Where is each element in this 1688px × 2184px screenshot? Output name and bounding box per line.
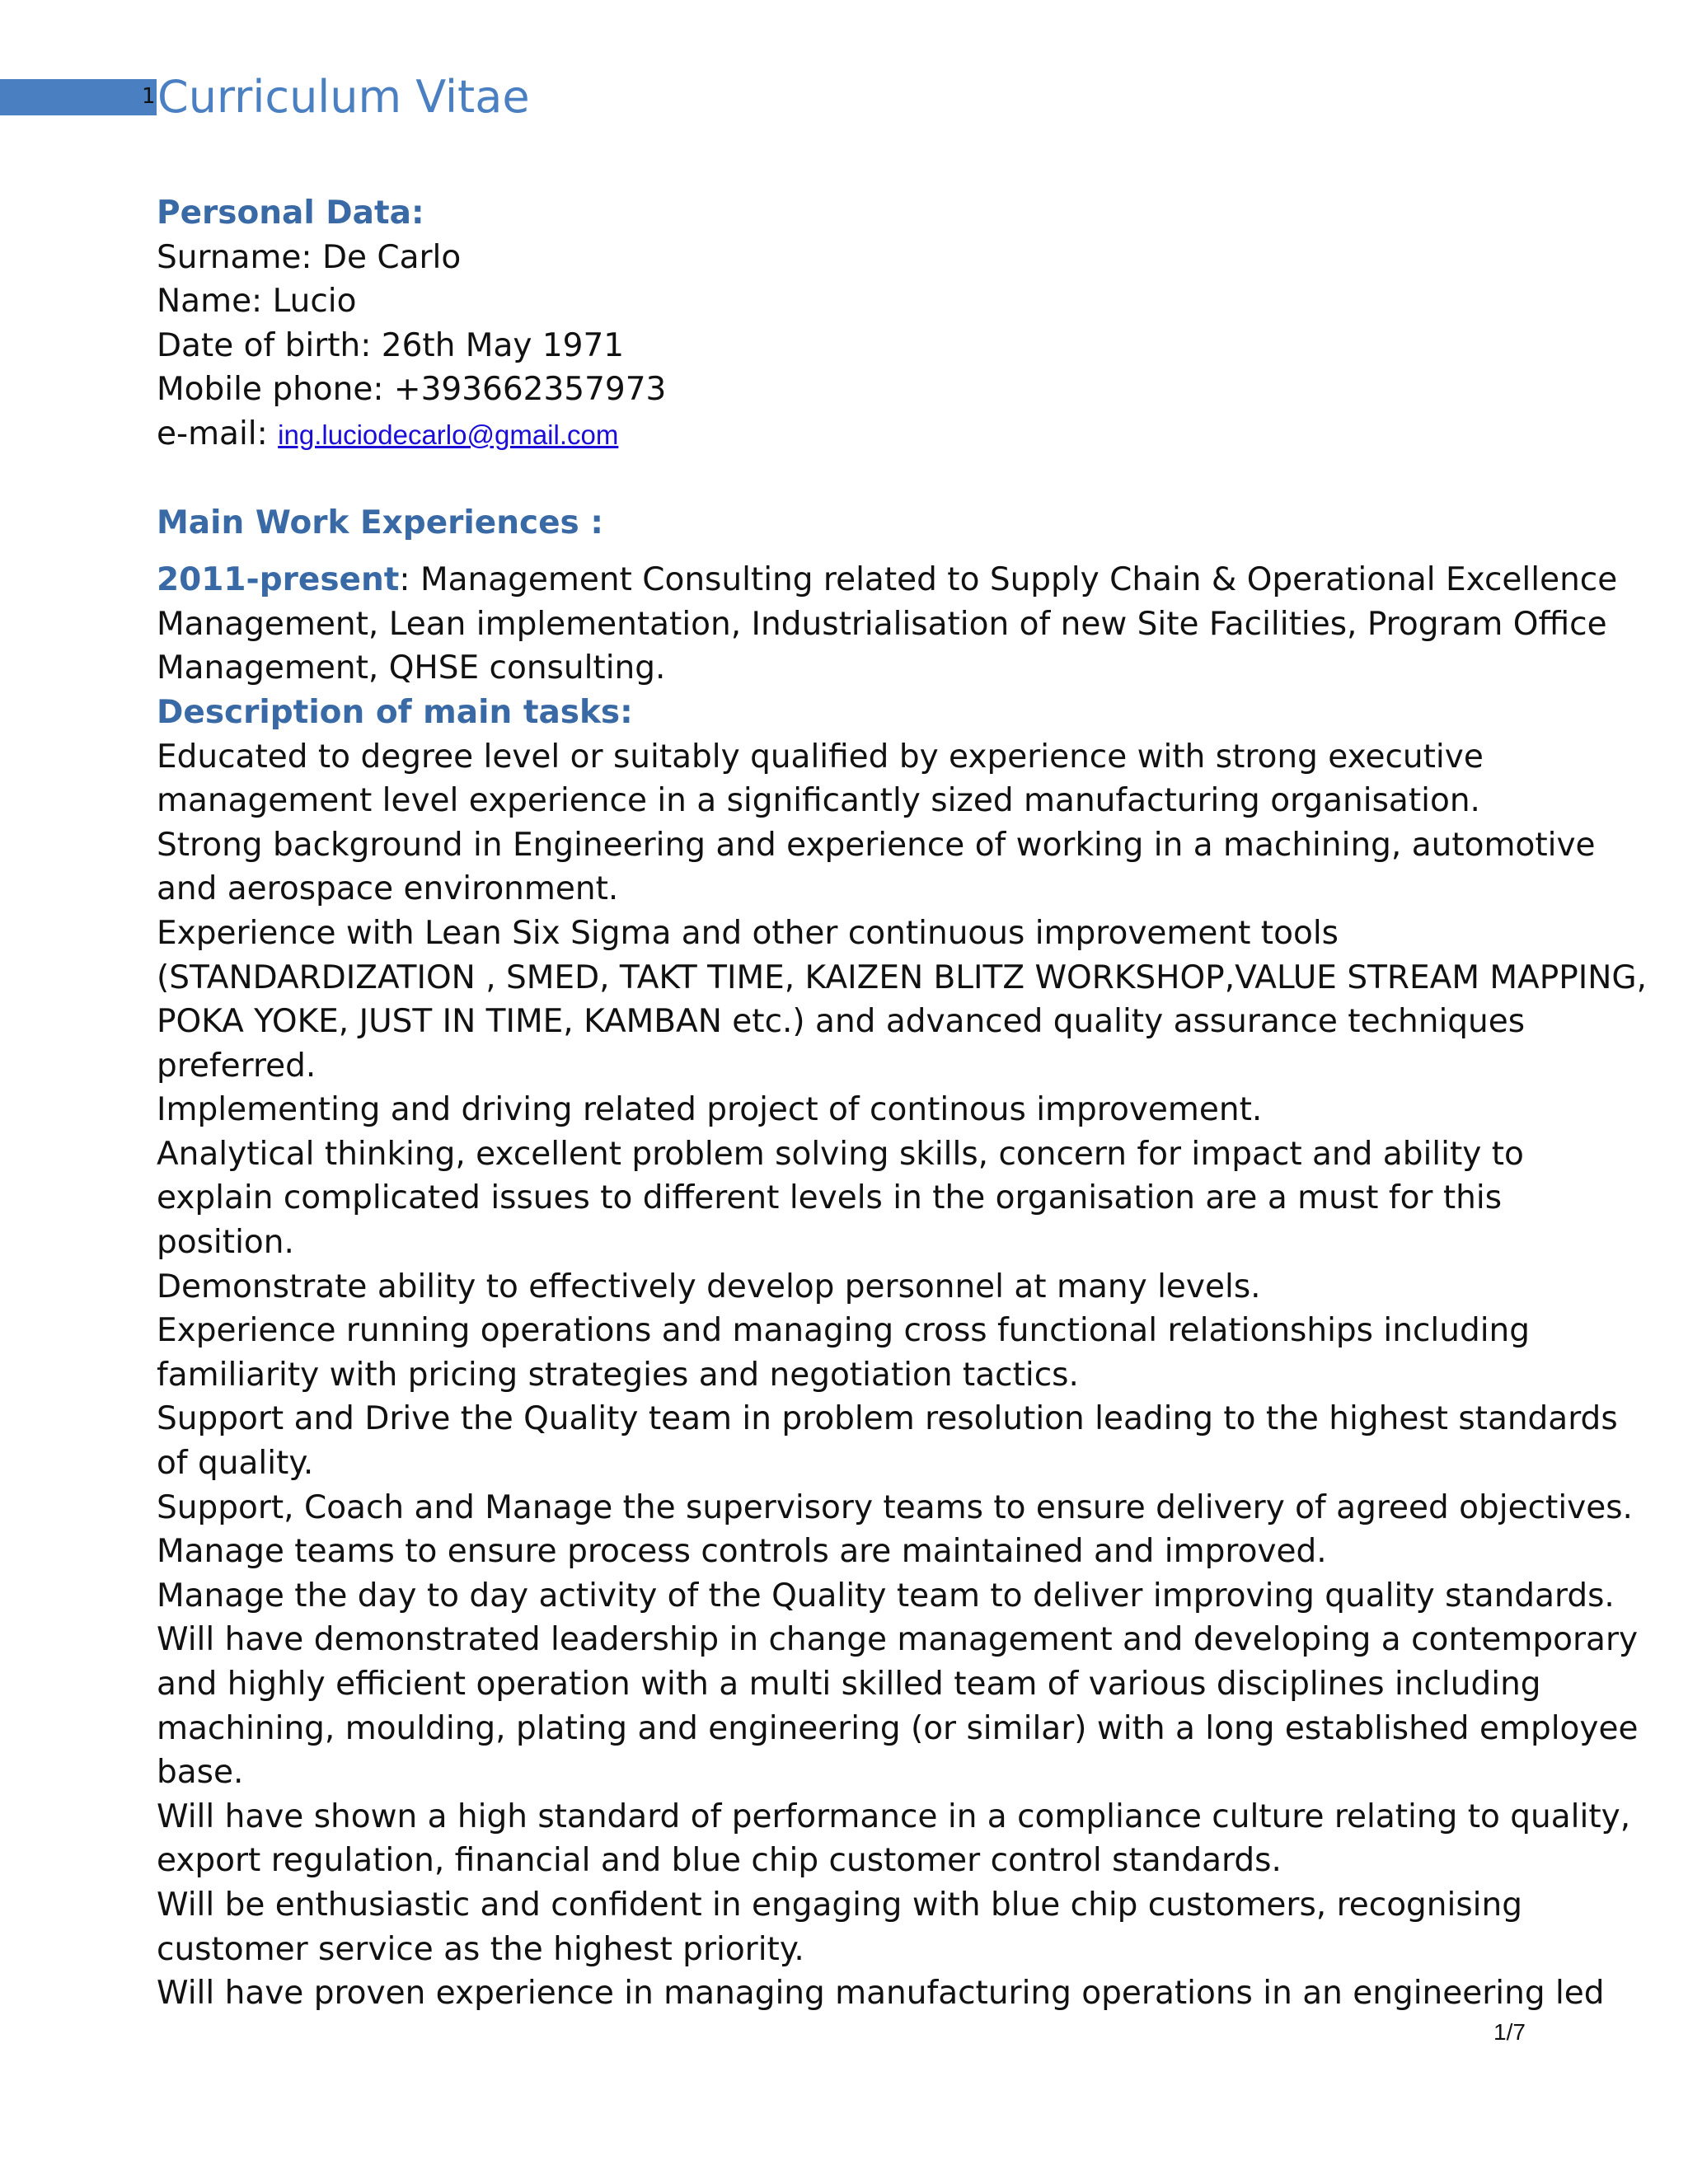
page-number: 1/7 [1493, 2019, 1526, 2045]
email-label: e-mail: [157, 415, 279, 452]
task-line: preferred. [157, 1047, 316, 1085]
mobile-phone-line: Mobile phone: +393662357973 [157, 371, 667, 409]
task-line: Analytical thinking, excellent problem solving skills, concern for impact and ability to [157, 1135, 1524, 1173]
name-line: Name: Lucio [157, 283, 357, 321]
work-period: 2011-present [157, 561, 400, 599]
email-link[interactable]: ing.luciodecarlo@gmail.com [278, 419, 619, 450]
work-summary-line: Management, QHSE consulting. [157, 649, 666, 687]
task-line: (STANDARDIZATION , SMED, TAKT TIME, KAIZEN BLITZ WORKSHOP,VALUE STREAM MAPPING, [157, 958, 1648, 996]
tasks-heading: Description of main tasks: [157, 693, 633, 731]
task-line: base. [157, 1754, 244, 1792]
task-line: Manage teams to ensure process controls are maintained and improved. [157, 1533, 1327, 1571]
work-summary-text: : Management Consulting related to Supply Chain & Operational Excellence [399, 561, 1618, 599]
task-line: familiarity with pricing strategies and negotiation tactics. [157, 1356, 1079, 1394]
task-line: Will have proven experience in managing manufacturing operations in an engineering led [157, 1975, 1605, 2013]
task-line: customer service as the highest priority. [157, 1930, 804, 1968]
task-line: Strong background in Engineering and experience of working in a machining, automotive [157, 826, 1596, 864]
task-line: Experience running operations and managing cross functional relationships including [157, 1312, 1531, 1350]
task-line: Implementing and driving related project of continous improvement. [157, 1091, 1263, 1129]
tasks-list [157, 735, 1648, 2016]
task-line: of quality. [157, 1445, 314, 1483]
task-line: Educated to degree level or suitably qualified by experience with strong executive [157, 738, 1484, 776]
task-line: management level experience in a significantly sized manufacturing organisation. [157, 782, 1480, 820]
task-line: Demonstrate ability to effectively develop personnel at many levels. [157, 1268, 1261, 1305]
document-body [157, 191, 1648, 2016]
section-spacer [157, 545, 1558, 558]
task-line: Will have shown a high standard of performance in a compliance culture relating to quality, [157, 1797, 1631, 1835]
task-line: Manage the day to day activity of the Quality team to deliver improving quality standards. [157, 1577, 1615, 1615]
section-spacer [157, 457, 1558, 501]
task-line: POKA YOKE, JUST IN TIME, KAMBAN etc.) and advanced quality assurance techniques [157, 1003, 1526, 1041]
task-line: Support, Coach and Manage the supervisory teams to ensure delivery of agreed objectives. [157, 1488, 1633, 1526]
task-line: and highly efficient operation with a multi skilled team of various disciplines including [157, 1666, 1541, 1703]
task-line: Experience with Lean Six Sigma and other continuous improvement tools [157, 914, 1339, 952]
date-of-birth-line: Date of birth: 26th May 1971 [157, 326, 625, 364]
document-title: Curriculum Vitae [157, 71, 530, 123]
work-experience-heading: Main Work Experiences : [157, 504, 603, 541]
work-summary-line [157, 558, 1618, 602]
email-line [157, 412, 1558, 457]
surname-line: Surname: De Carlo [157, 238, 462, 276]
personal-data-heading: Personal Data: [157, 194, 424, 232]
task-line: Will be enthusiastic and confident in engaging with blue chip customers, recognising [157, 1886, 1522, 1924]
title-accent-bar [0, 79, 157, 115]
task-line: export regulation, financial and blue chip customer control standards. [157, 1842, 1282, 1880]
task-line: machining, moulding, plating and engineering (or similar) with a long established employee [157, 1709, 1639, 1747]
work-summary-line: Management, Lean implementation, Industrialisation of new Site Facilities, Program Office [157, 605, 1607, 643]
task-line: Will have demonstrated leadership in change management and developing a contemporary [157, 1621, 1639, 1659]
task-line: and aerospace environment. [157, 870, 619, 908]
task-line: position. [157, 1224, 294, 1262]
page-marker: 1 [142, 84, 156, 109]
task-line: Support and Drive the Quality team in problem resolution leading to the highest standards [157, 1400, 1618, 1438]
task-line: explain complicated issues to different levels in the organisation are a must for this [157, 1179, 1503, 1217]
